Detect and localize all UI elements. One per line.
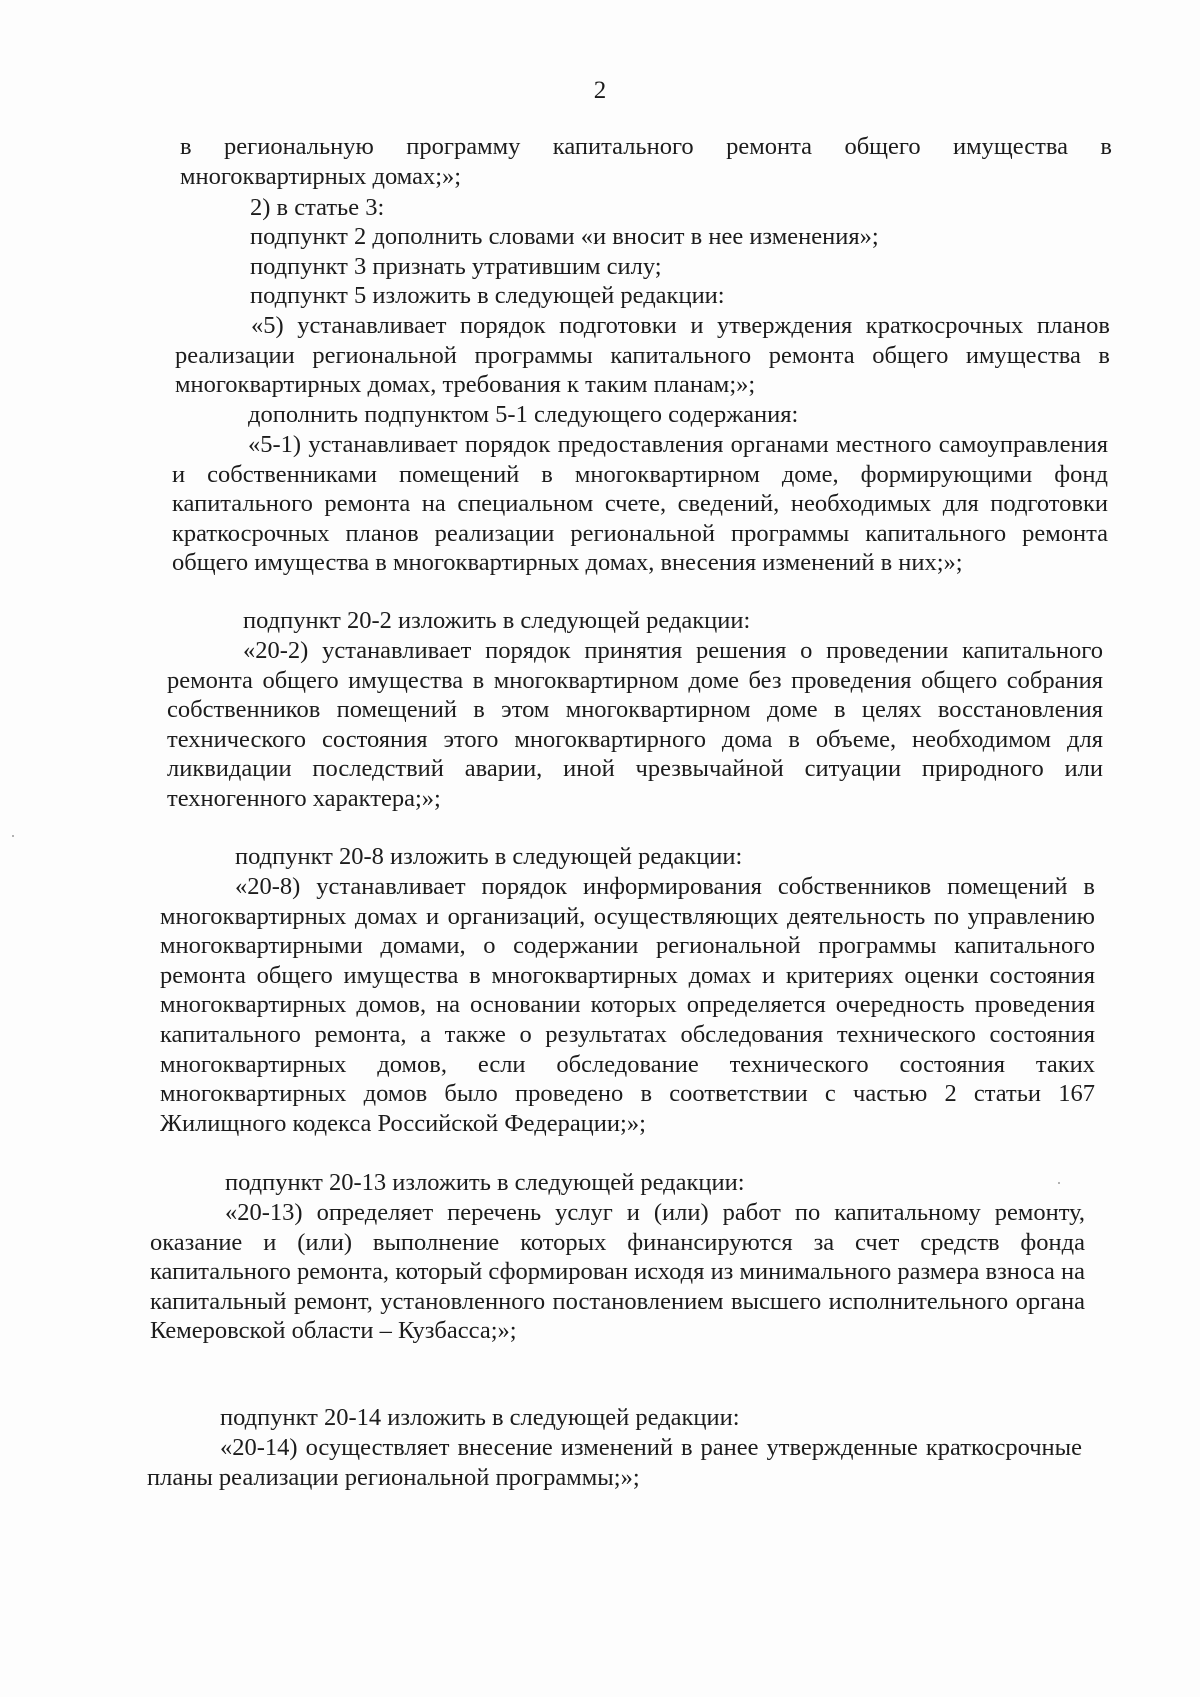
scan-speck (1058, 1182, 1060, 1184)
paragraph: «20-13) определяет перечень услуг и (или) работ по капитальному ремонту, оказание и (или) выполнение которых финансируются за счет средств фонда капитального ремонта, который сформирован исходя из минимального размера взноса на капитальный ремонт, установленного постановлением высшего исполнительного органа Кемеровской области – Кузбасса;»; (150, 1199, 1085, 1345)
paragraph: «20-2) устанавливает порядок принятия решения о проведении капитального ремонта общего имущества в многоквартирном доме без проведения общего собрания собственников помещений в этом многоквартирном доме в целях восстановления технического состояния этого многоквартирного дома в объеме, необходимом для ликвидации последствий аварии, иной чрезвычайной ситуации природного или техногенного характера;»; (167, 637, 1103, 812)
paragraph: подпункт 20-14 изложить в следующей редакции: (220, 1404, 740, 1431)
page-number: 2 (593, 77, 607, 104)
paragraph: подпункт 5 изложить в следующей редакции: (250, 282, 725, 309)
paragraph: подпункт 20-13 изложить в следующей редакции: (225, 1169, 745, 1196)
scan-speck (12, 835, 14, 837)
paragraph: подпункт 20-2 изложить в следующей редакции: (243, 607, 751, 634)
paragraph: дополнить подпунктом 5-1 следующего содержания: (248, 401, 799, 428)
paragraph: подпункт 3 признать утратившим силу; (250, 253, 662, 280)
paragraph: 2) в статье 3: (250, 194, 385, 221)
paragraph: подпункт 2 дополнить словами «и вносит в нее изменения»; (250, 223, 879, 250)
paragraph: «5) устанавливает порядок подготовки и утверждения краткосрочных планов реализации региональной программы капитального ремонта общего имущества в многоквартирных домах, требования к таким планам;»; (175, 312, 1110, 399)
paragraph: «20-14) осуществляет внесение изменений в ранее утвержденные краткосрочные планы реализации региональной программы;»; (147, 1434, 1082, 1491)
paragraph: «5-1) устанавливает порядок предоставления органами местного самоуправления и собственниками помещений в многоквартирном доме, формирующими фонд капитального ремонта на специальном счете, сведений, необходимых для подготовки краткосрочных планов реализации региональной программы капитального ремонта общего имущества в многоквартирных домах, внесения изменений в них;»; (172, 431, 1108, 577)
paragraph: подпункт 20-8 изложить в следующей редакции: (235, 843, 743, 870)
paragraph: в региональную программу капитального ремонта общего имущества в многоквартирных домах;»; (180, 133, 1112, 190)
paragraph: «20-8) устанавливает порядок информирования собственников помещений в многоквартирных домах и организаций, осуществляющих деятельность по управлению многоквартирными домами, о содержании региональной программы капитального ремонта общего имущества в многоквартирных домах и критериях оценки состояния многоквартирных домов, на основании которых определяется очередность проведения капитального ремонта, а также о результатах обследования технического состояния многоквартирных домов, если обследование технического состояния таких многоквартирных домов было проведено в соответствии с частью 2 статьи 167 Жилищного кодекса Российской Федерации;»; (160, 873, 1095, 1137)
